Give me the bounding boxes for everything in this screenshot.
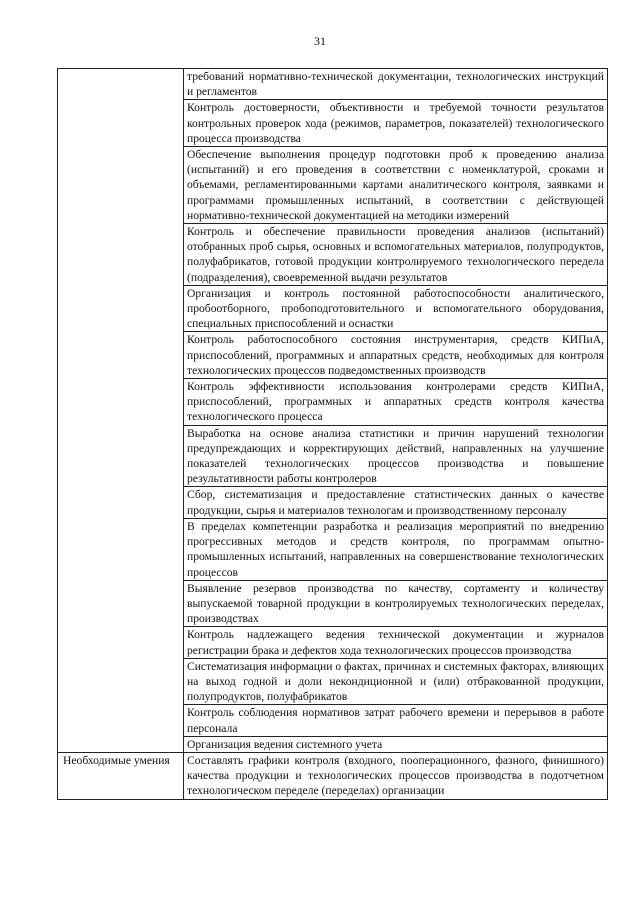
content-cell	[184, 147, 608, 224]
content-cell	[184, 736, 608, 752]
content-cell	[184, 487, 608, 518]
content-cell	[184, 658, 608, 705]
labor-action-text: Сбор, систематизация и предоставление статистических данных о качестве продукции, сырья и материалов технологам и производственному персоналу	[187, 488, 604, 517]
labor-action-text: Выявление резервов производства по качеству, сортаменту и количеству выпускаемой товарной продукции в контролируемых технологических переделах, производствах	[187, 581, 604, 626]
labor-action-text: Контроль соблюдения нормативов затрат рабочего времени и перерывов в работе персонала	[187, 706, 604, 735]
content-cell	[184, 285, 608, 332]
labor-action-text: В пределах компетенции разработка и реализация мероприятий по внедрению прогрессивных методов и средств контроля, по программам опытно-промышленных испытаний, направленных на совершенствование технологических процессов	[187, 519, 604, 579]
content-cell	[184, 69, 608, 100]
labor-action-text: Контроль надлежащего ведения технической документации и журналов регистрации брака и дефектов хода технологических процессов производства	[187, 628, 604, 657]
labor-action-text: Обеспечение выполнения процедур подготовки проб к проведению анализа (испытаний) и его проведения в соответствии с номенклатурой, сроками и объемами, регламентированными картами аналитического контроля, заявками и программами промышленных испытаний, в соответствии с действующей нормативно-технической документацией на методики измерений	[187, 148, 604, 222]
content-cell	[184, 425, 608, 487]
content-cell	[184, 705, 608, 736]
labor-action-text: Выработка на основе анализа статистики и причин нарушений технологии предупреждающих и корректирующих действий, направленных на улучшение показателей технологических процессов производства и повышение результативности работы контролеров	[187, 426, 604, 486]
table-row	[58, 752, 608, 799]
labor-action-text: Контроль достоверности, объективности и требуемой точности результатов контрольных проверок хода (режимов, параметров, показателей) технологического процесса производства	[187, 101, 604, 145]
content-cell	[184, 627, 608, 658]
page-number: 31	[314, 34, 326, 48]
labor-action-text: Систематизация информации о фактах, причинах и системных факторах, влияющих на выход годной и доли некондиционной и (или) отбракованной продукции, полупродуктов, полуфабрикатов	[187, 659, 604, 704]
table-row	[58, 69, 608, 100]
content-cell	[184, 224, 608, 286]
content-cell	[184, 379, 608, 426]
skills-label-cell	[58, 752, 184, 799]
content-cell	[184, 580, 608, 627]
labor-action-text: Организация и контроль постоянной работоспособности аналитического, пробоотборного, пробоподготовительного и вспомогательного оборудования, специальных приспособлений и оснастки	[187, 286, 604, 331]
qualification-table	[57, 68, 608, 800]
skill-text: Составлять графики контроля (входного, пооперационного, фазного, финишного) качества продукции и технологических процессов производства в подотчетном технологическом переделе (переделах) организации	[187, 753, 604, 798]
row-label: Необходимые умения	[63, 753, 170, 767]
content-cell	[184, 518, 608, 580]
content-cell	[184, 752, 608, 799]
labor-action-text: Контроль эффективности использования контролерами средств КИПиА, приспособлений, программных и аппаратных средств контроля качества технологического процесса	[187, 380, 604, 424]
labor-action-text: Контроль и обеспечение правильности проведения анализов (испытаний) отобранных проб сырья, основных и вспомогательных материалов, полупродуктов, полуфабрикатов, готовой продукции контролируемого технологического передела (подразделения), своевременной выдачи результатов	[187, 225, 604, 284]
content-cell	[184, 100, 608, 147]
content-cell	[184, 332, 608, 379]
labor-action-text: Контроль работоспособного состояния инструментария, средств КИПиА, приспособлений, программных и аппаратных средств, необходимых для контроля технологических процессов подведомственных производств	[187, 333, 604, 377]
labor-action-text: требований нормативно-технической документации, технологических инструкций и регламентов	[187, 70, 604, 99]
labor-actions-label-cell	[58, 69, 184, 753]
labor-action-text: Организация ведения системного учета	[187, 737, 383, 751]
